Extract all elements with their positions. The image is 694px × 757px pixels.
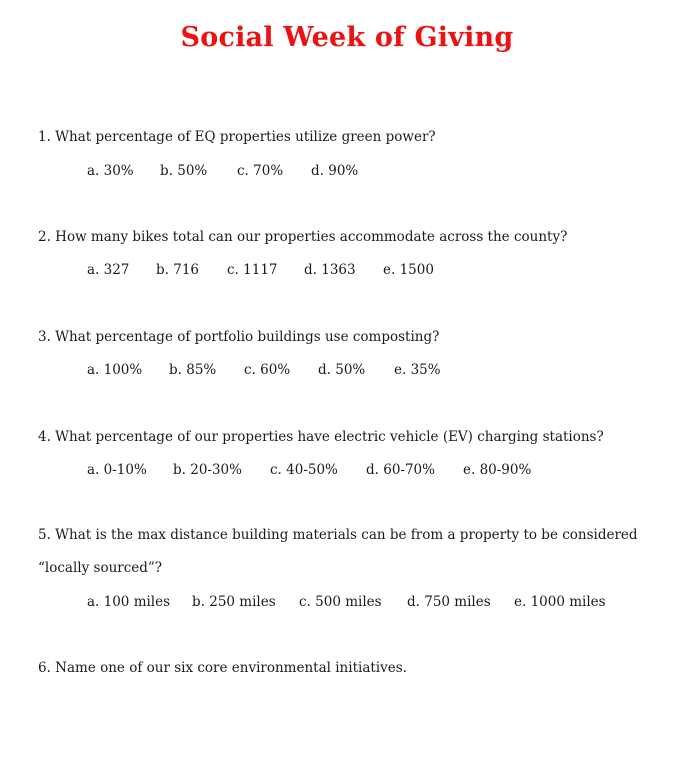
question-3-option-a: a. 100% <box>87 362 143 378</box>
question-4-option-e: e. 80-90% <box>463 462 532 478</box>
question-2-option-c: c. 1117 <box>227 262 278 278</box>
question-5-option-a: a. 100 miles <box>87 594 171 610</box>
question-4-option-b: b. 20-30% <box>173 462 242 478</box>
question-3-option-e: e. 35% <box>394 362 441 378</box>
question-4-option-d: d. 60-70% <box>366 462 435 478</box>
page-title: Social Week of Giving <box>180 22 514 53</box>
question-4-option-c: c. 40-50% <box>270 462 338 478</box>
question-1-option-d: d. 90% <box>311 163 359 179</box>
question-3-option-d: d. 50% <box>318 362 366 378</box>
question-5-option-d: d. 750 miles <box>407 594 491 610</box>
question-5-option-b: b. 250 miles <box>192 594 276 610</box>
question-4-option-a: a. 0-10% <box>87 462 147 478</box>
question-3: 3. What percentage of portfolio buildings use composting? <box>38 329 440 345</box>
question-2-option-a: a. 327 <box>87 262 130 278</box>
question-1-option-a: a. 30% <box>87 163 134 179</box>
question-5-option-c: c. 500 miles <box>299 594 382 610</box>
question-2-option-e: e. 1500 <box>383 262 434 278</box>
question-3-option-b: b. 85% <box>169 362 217 378</box>
question-6: 6. Name one of our six core environmental initiatives. <box>38 660 407 676</box>
question-3-option-c: c. 60% <box>244 362 291 378</box>
question-2: 2. How many bikes total can our properties accommodate across the county? <box>38 229 568 245</box>
question-5: 5. What is the max distance building materials can be from a property to be considered “locally sourced”? <box>38 527 638 576</box>
question-5-option-e: e. 1000 miles <box>514 594 606 610</box>
question-2-option-d: d. 1363 <box>304 262 356 278</box>
question-1-option-b: b. 50% <box>160 163 208 179</box>
question-1: 1. What percentage of EQ properties utilize green power? <box>38 129 436 145</box>
question-4: 4. What percentage of our properties have electric vehicle (EV) charging stations? <box>38 429 604 445</box>
question-2-option-b: b. 716 <box>156 262 199 278</box>
question-1-option-c: c. 70% <box>237 163 284 179</box>
